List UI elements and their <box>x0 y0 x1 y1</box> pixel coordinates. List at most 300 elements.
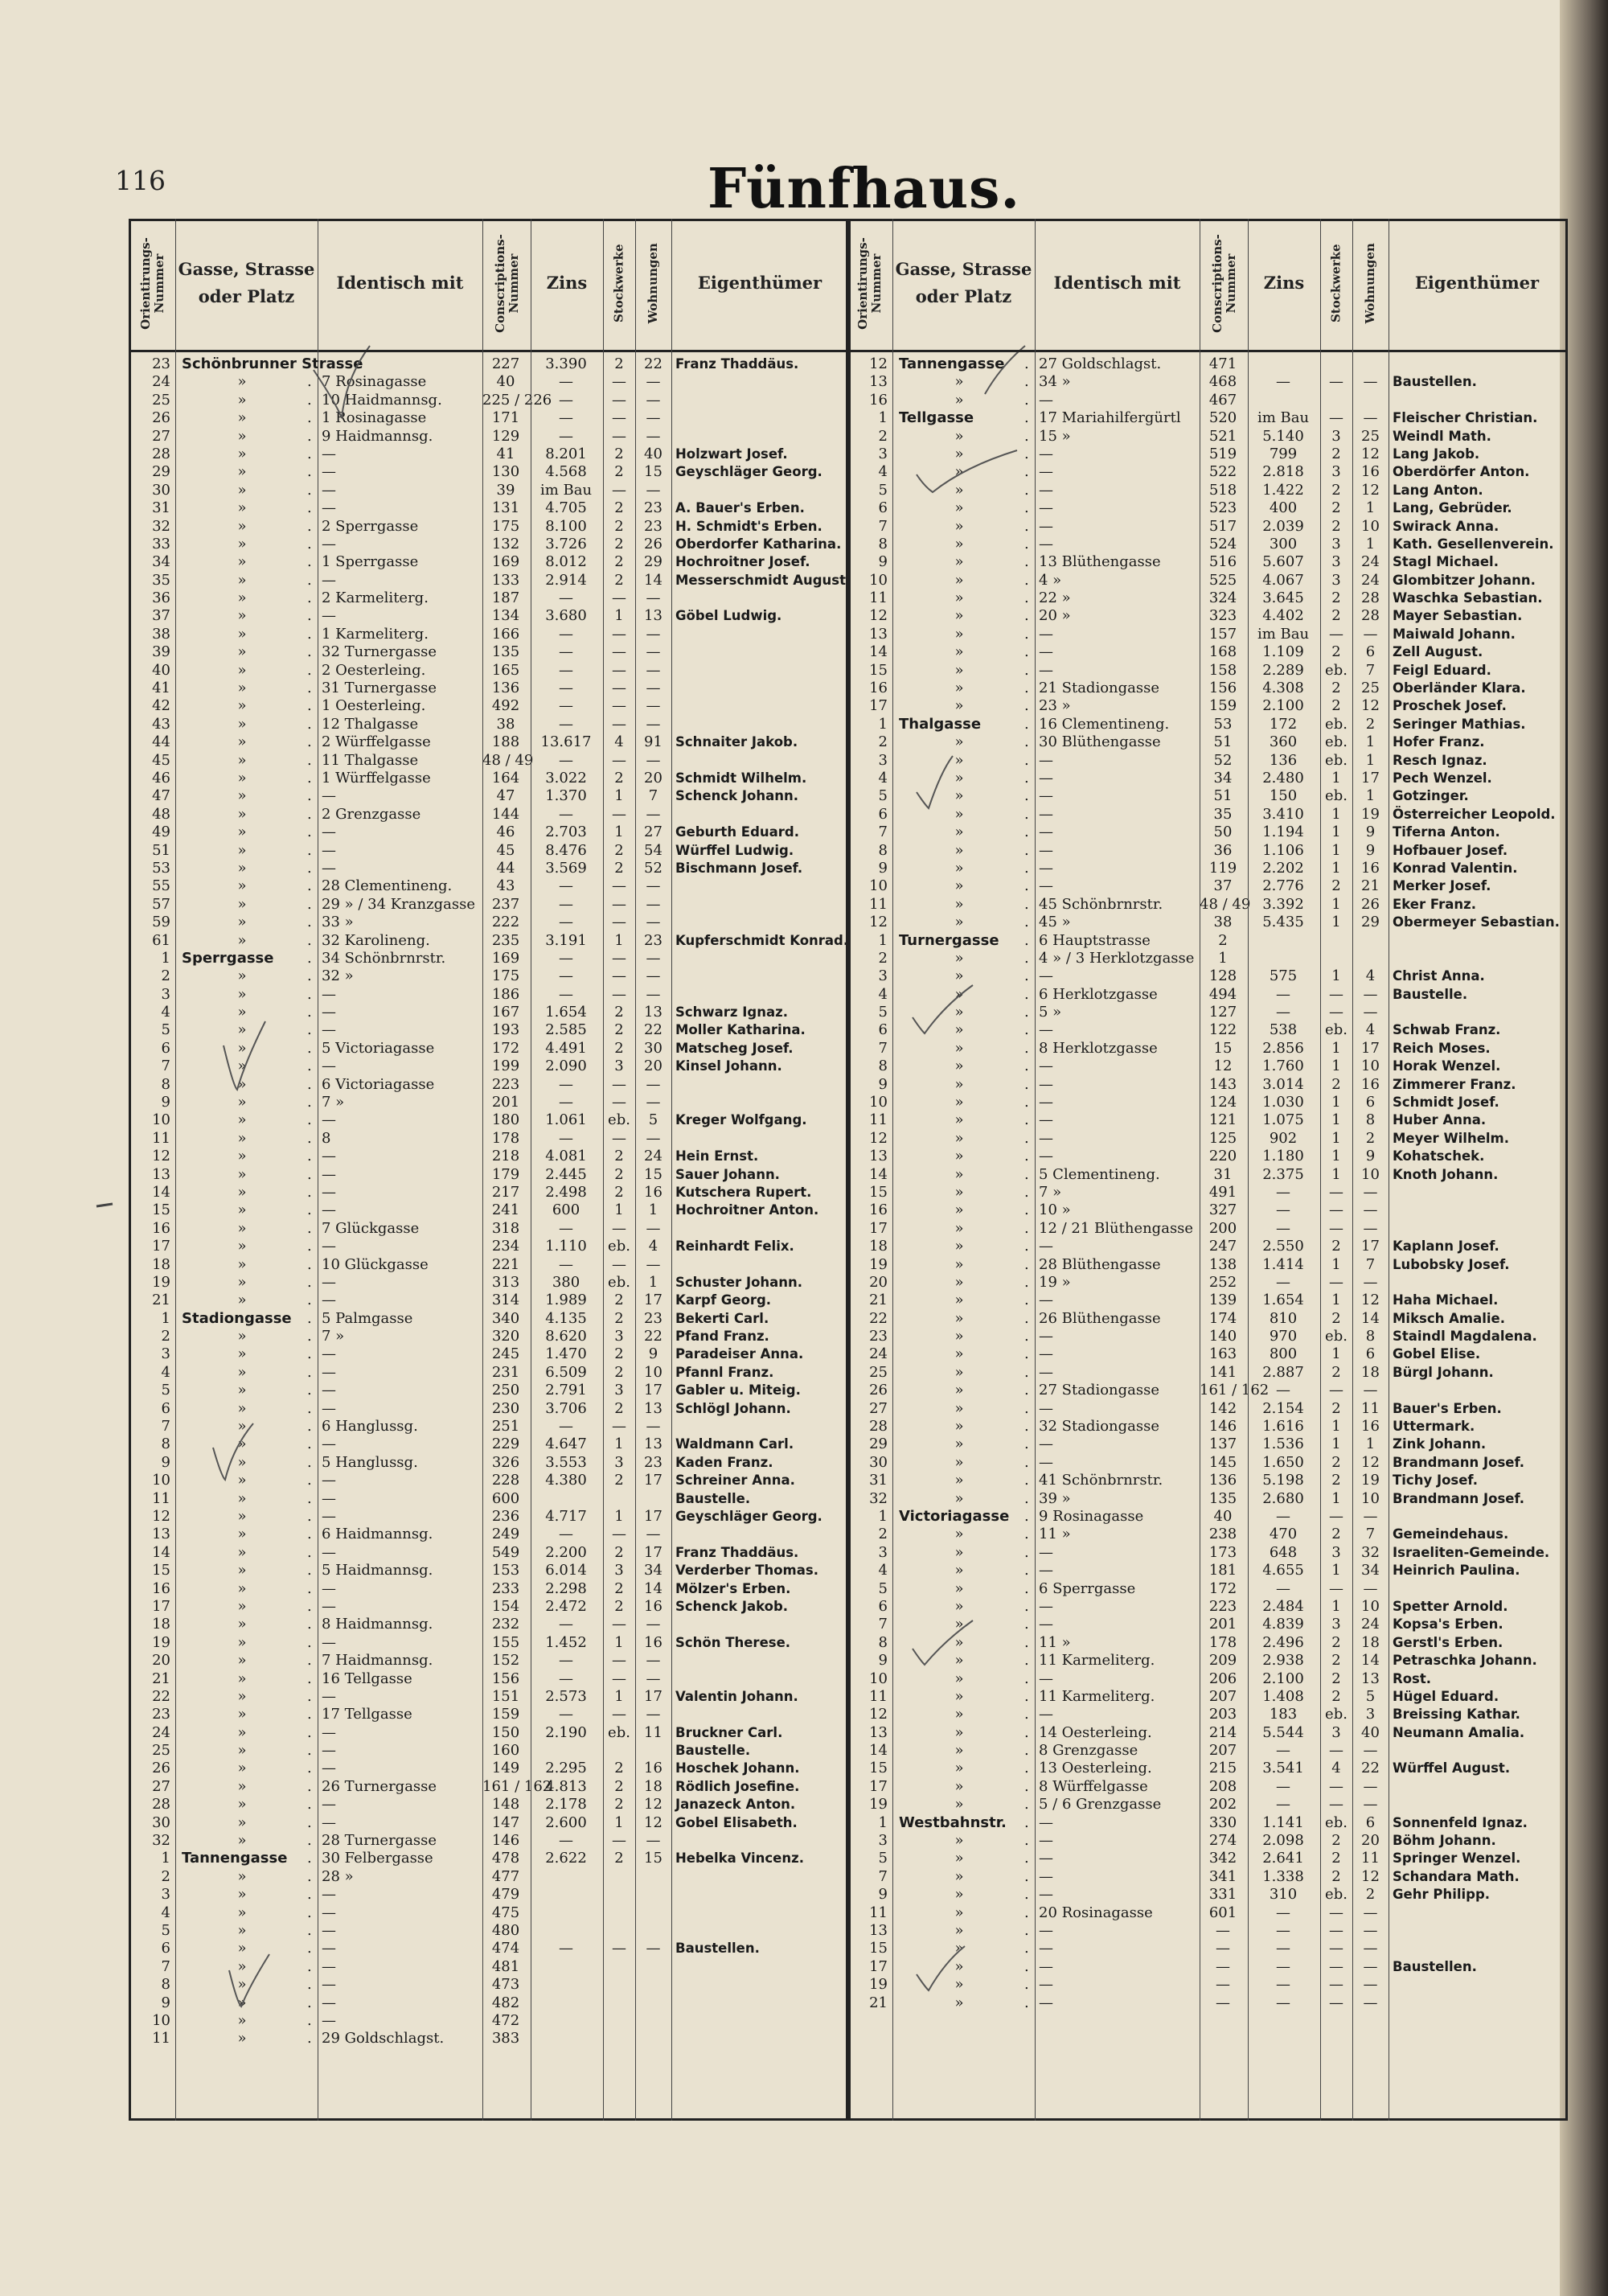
cell-zins: 3.410 <box>1262 805 1304 823</box>
cell-eigenthuemer: Kreger Wolfgang. <box>675 1112 807 1128</box>
cell-orientierung: 10 <box>152 1111 170 1129</box>
cell-wohnungen: 18 <box>1361 1363 1380 1381</box>
cell-zins: — <box>559 805 573 823</box>
cell-stockwerke: 2 <box>614 355 624 372</box>
cell-dot: . <box>1024 1382 1029 1399</box>
cell-conscription: 15 <box>1213 1039 1233 1057</box>
cell-identisch: — <box>322 1760 336 1777</box>
cell-dot: . <box>1024 1309 1029 1327</box>
cell-eigenthuemer <box>1393 355 1563 373</box>
cell-gasse: » <box>237 824 247 841</box>
cell-stockwerke: 3 <box>1331 571 1341 589</box>
cell-eigenthuemer: Messerschmidt August. <box>675 572 851 588</box>
cell-gasse: » <box>954 1597 964 1615</box>
cell-gasse: » <box>954 1004 964 1021</box>
cell-orientierung: 12 <box>869 607 888 625</box>
cell-zins: 172 <box>1269 715 1298 733</box>
cell-stockwerke <box>603 2012 635 2030</box>
cell-gasse: » <box>237 1418 247 1436</box>
cell-wohnungen: 12 <box>1361 481 1380 499</box>
cell-conscription: 237 <box>491 895 520 913</box>
cell-conscription: 516 <box>1208 553 1237 571</box>
cell-orientierung: 28 <box>152 1796 170 1813</box>
cell-identisch: 28 » <box>322 1867 354 1885</box>
cell-stockwerke: 1 <box>1331 824 1341 841</box>
cell-gasse: » <box>954 805 964 823</box>
cell-wohnungen: 11 <box>1361 1399 1380 1417</box>
cell-stockwerke: — <box>612 643 626 661</box>
cell-orientierung: 4 <box>878 985 888 1003</box>
cell-stockwerke: 4 <box>1331 1760 1341 1777</box>
cell-dot <box>307 355 317 373</box>
cell-identisch: — <box>322 1382 336 1399</box>
cell-orientierung: 2 <box>161 967 170 985</box>
cell-eigenthuemer: Baustelle. <box>675 1490 751 1506</box>
header-zins: Zins <box>546 273 588 294</box>
cell-identisch: — <box>322 1238 336 1255</box>
cell-zins: — <box>1276 1976 1290 1994</box>
cell-zins: — <box>559 1832 573 1850</box>
cell-eigenthuemer: Holzwart Josef. <box>675 446 788 462</box>
cell-gasse: » <box>237 373 247 391</box>
cell-identisch: — <box>322 1633 336 1651</box>
cell-orientierung: 7 <box>161 1418 170 1436</box>
cell-dot: . <box>1024 625 1029 643</box>
cell-wohnungen: 11 <box>1361 1850 1380 1867</box>
cell-wohnungen: — <box>646 1094 661 1111</box>
cell-zins: 3.553 <box>545 1453 587 1471</box>
cell-dot: . <box>307 1813 312 1831</box>
cell-eigenthuemer: Baustellen. <box>1393 1958 1477 1974</box>
cell-eigenthuemer: Sonnenfeld Ignaz. <box>1393 1814 1528 1830</box>
cell-dot: . <box>1024 1867 1029 1885</box>
cell-conscription: 160 <box>491 1742 520 1760</box>
cell-zins: — <box>559 1418 573 1436</box>
cell-eigenthuemer: Bauer's Erben. <box>1393 1400 1502 1416</box>
cell-identisch: 11 Thalgasse <box>322 751 419 769</box>
cell-wohnungen: 9 <box>648 1345 658 1363</box>
cell-conscription: 200 <box>1208 1219 1237 1237</box>
cell-orientierung: 2 <box>878 733 888 751</box>
cell-dot: . <box>307 1633 312 1651</box>
cell-conscription: 217 <box>491 1183 520 1201</box>
cell-wohnungen: 10 <box>1361 1489 1380 1507</box>
cell-wohnungen: 10 <box>644 1363 662 1381</box>
cell-conscription: 146 <box>1208 1418 1237 1436</box>
cell-wohnungen: 13 <box>644 1436 662 1453</box>
cell-eigenthuemer: Waschka Sebastian. <box>1393 590 1543 606</box>
cell-wohnungen: — <box>646 895 661 913</box>
cell-identisch: — <box>1039 1976 1053 1994</box>
cell-dot: . <box>1024 571 1029 589</box>
cell-conscription: 220 <box>1208 1148 1237 1165</box>
cell-conscription: 326 <box>491 1453 520 1471</box>
cell-conscription: 168 <box>1208 643 1237 661</box>
cell-wohnungen: 23 <box>644 1309 662 1327</box>
cell-wohnungen: 22 <box>644 355 662 372</box>
cell-orientierung: 9 <box>878 859 888 877</box>
cell-gasse: » <box>954 1345 964 1363</box>
cell-dot: . <box>307 1706 312 1723</box>
cell-wohnungen: 12 <box>644 1813 662 1831</box>
cell-orientierung: 34 <box>152 553 170 571</box>
cell-dot: . <box>307 1921 312 1939</box>
cell-wohnungen: 11 <box>644 1723 662 1741</box>
cell-wohnungen: 13 <box>644 607 662 625</box>
cell-zins <box>1248 392 1319 409</box>
cell-dot: . <box>1024 1148 1029 1165</box>
cell-conscription: 230 <box>491 1399 520 1417</box>
cell-stockwerke: 2 <box>614 841 624 859</box>
cell-gasse: » <box>954 1148 964 1165</box>
header-identisch: Identisch mit <box>336 273 464 294</box>
cell-wohnungen <box>635 1922 671 1940</box>
cell-zins: — <box>559 643 573 661</box>
cell-conscription: 250 <box>491 1382 520 1399</box>
cell-stockwerke <box>1320 950 1352 967</box>
cell-identisch: 6 Herklotzgasse <box>1039 985 1158 1003</box>
cell-stockwerke: — <box>612 1940 626 1957</box>
cell-orientierung: 18 <box>152 1255 170 1273</box>
cell-dot: . <box>1024 1489 1029 1507</box>
cell-stockwerke: 1 <box>1331 1058 1341 1075</box>
cell-dot: . <box>1024 859 1029 877</box>
cell-wohnungen <box>635 1886 671 1904</box>
cell-dot: . <box>1024 931 1029 949</box>
cell-dot: . <box>307 1058 312 1075</box>
cell-gasse: » <box>954 1832 964 1850</box>
cell-identisch: — <box>322 859 336 877</box>
cell-orientierung: 10 <box>869 1670 888 1687</box>
cell-identisch: 19 » <box>1039 1273 1071 1291</box>
cell-gasse: » <box>237 1616 247 1633</box>
cell-gasse: » <box>954 1489 964 1507</box>
cell-wohnungen: — <box>646 643 661 661</box>
cell-conscription: 37 <box>1213 877 1233 895</box>
cell-eigenthuemer: Kaden Franz. <box>675 1454 773 1470</box>
cell-orientierung: 13 <box>869 1921 888 1939</box>
cell-wohnungen: — <box>1363 409 1378 427</box>
cell-orientierung: 9 <box>878 1075 888 1093</box>
cell-stockwerke: — <box>1329 1273 1343 1291</box>
header-label: Stockwerke <box>611 244 626 322</box>
cell-zins: 799 <box>1269 445 1298 462</box>
cell-gasse: » <box>954 427 964 445</box>
cell-identisch: — <box>1039 1075 1053 1093</box>
cell-dot: . <box>1024 1706 1029 1723</box>
cell-wohnungen: 8 <box>1365 1328 1376 1345</box>
cell-zins: 2.573 <box>545 1687 587 1705</box>
cell-gasse: » <box>954 1616 964 1633</box>
cell-identisch: 7 Rosinagasse <box>322 373 427 391</box>
cell-dot: . <box>307 1687 312 1705</box>
cell-wohnungen: 1 <box>1365 499 1376 517</box>
cell-eigenthuemer: Staindl Magdalena. <box>1393 1329 1537 1345</box>
cell-orientierung: 2 <box>161 1328 170 1345</box>
cell-zins: — <box>559 914 573 931</box>
cell-dot: . <box>1024 805 1029 823</box>
cell-orientierung: 38 <box>152 625 170 643</box>
cell-dot: . <box>1024 1418 1029 1436</box>
cell-stockwerke: eb. <box>1325 1706 1348 1723</box>
cell-zins: 2.498 <box>545 1183 587 1201</box>
cell-eigenthuemer <box>675 428 846 446</box>
cell-zins: 5.607 <box>1262 553 1304 571</box>
cell-stockwerke: — <box>612 1670 626 1687</box>
cell-orientierung: 1 <box>161 1850 170 1867</box>
cell-gasse: » <box>237 805 247 823</box>
cell-identisch: 28 Blüthengasse <box>1039 1255 1161 1273</box>
cell-dot: . <box>1024 824 1029 841</box>
cell-zins: 5.198 <box>1262 1472 1304 1489</box>
cell-eigenthuemer <box>675 752 846 770</box>
cell-zins: 183 <box>1269 1706 1298 1723</box>
cell-conscription: 318 <box>491 1219 520 1237</box>
cell-gasse: » <box>954 1382 964 1399</box>
cell-zins: — <box>559 1129 573 1147</box>
cell-dot: . <box>307 1670 312 1687</box>
cell-eigenthuemer <box>675 1652 846 1670</box>
cell-eigenthuemer <box>1393 1004 1563 1021</box>
cell-wohnungen: — <box>646 1652 661 1670</box>
cell-conscription: 518 <box>1208 481 1237 499</box>
cell-dot: . <box>1024 1813 1029 1831</box>
cell-stockwerke: — <box>612 1094 626 1111</box>
cell-stockwerke: 2 <box>1331 1399 1341 1417</box>
cell-dot: . <box>307 1165 312 1183</box>
cell-zins: 1.414 <box>1262 1255 1304 1273</box>
cell-identisch: — <box>1039 517 1053 535</box>
cell-conscription: 223 <box>491 1075 520 1093</box>
cell-zins: 4.568 <box>545 463 587 481</box>
cell-eigenthuemer: Oberdörfer Anton. <box>1393 464 1530 480</box>
cell-wohnungen: — <box>1363 1904 1378 1921</box>
cell-orientierung: 7 <box>878 517 888 535</box>
cell-zins: — <box>1276 1796 1290 1813</box>
cell-stockwerke: eb. <box>1325 1886 1348 1904</box>
cell-gasse: » <box>954 733 964 751</box>
cell-wohnungen: 23 <box>644 931 662 949</box>
cell-dot: . <box>1024 680 1029 697</box>
cell-wohnungen: — <box>1363 1219 1378 1237</box>
cell-zins: 3.541 <box>1262 1760 1304 1777</box>
cell-eigenthuemer: Zell August. <box>1393 644 1483 660</box>
cell-gasse: » <box>954 1526 964 1543</box>
cell-gasse: » <box>954 1562 964 1579</box>
cell-wohnungen: 10 <box>1361 517 1380 535</box>
cell-dot: . <box>1024 1094 1029 1111</box>
cell-identisch: — <box>322 1183 336 1201</box>
cell-identisch: — <box>1039 1867 1053 1885</box>
cell-orientierung: 20 <box>152 1652 170 1670</box>
cell-zins: — <box>1276 1579 1290 1597</box>
cell-gasse: » <box>237 1004 247 1021</box>
cell-dot: . <box>307 1094 312 1111</box>
cell-identisch: 31 Turnergasse <box>322 680 437 697</box>
cell-gasse: » <box>237 1345 247 1363</box>
cell-dot: . <box>307 931 312 949</box>
cell-eigenthuemer: Uttermark. <box>1393 1419 1475 1435</box>
cell-orientierung: 4 <box>878 769 888 787</box>
cell-stockwerke: 3 <box>1331 1723 1341 1741</box>
cell-orientierung: 11 <box>869 589 888 607</box>
cell-identisch: — <box>322 1489 336 1507</box>
cell-dot: . <box>307 1832 312 1850</box>
cell-stockwerke: 2 <box>614 1597 624 1615</box>
cell-stockwerke: 2 <box>614 1777 624 1795</box>
cell-stockwerke: — <box>1329 1904 1343 1921</box>
cell-stockwerke: 2 <box>1331 1453 1341 1471</box>
cell-stockwerke: 2 <box>614 1579 624 1597</box>
header-eigenthuemer: Eigenthümer <box>697 273 822 294</box>
cell-gasse: » <box>954 1760 964 1777</box>
cell-dot: . <box>307 535 312 552</box>
cell-identisch: — <box>1039 877 1053 895</box>
cell-identisch: 8 Grenzgasse <box>1039 1742 1138 1760</box>
cell-conscription: 143 <box>1208 1075 1237 1093</box>
cell-orientierung: 48 <box>152 805 170 823</box>
cell-eigenthuemer: Verderber Thomas. <box>675 1563 818 1579</box>
cell-orientierung: 6 <box>161 1039 170 1057</box>
cell-stockwerke: 2 <box>1331 1832 1341 1850</box>
cell-identisch: 27 Goldschlagst. <box>1039 355 1162 372</box>
cell-orientierung: 17 <box>152 1597 170 1615</box>
cell-eigenthuemer <box>1393 1382 1563 1399</box>
cell-eigenthuemer: Baustellen. <box>1393 374 1477 390</box>
cell-zins: 1.141 <box>1262 1813 1304 1831</box>
cell-orientierung: 59 <box>152 914 170 931</box>
cell-wohnungen <box>635 2012 671 2030</box>
cell-identisch: — <box>322 1472 336 1489</box>
cell-zins: 648 <box>1269 1543 1298 1561</box>
cell-orientierung: 5 <box>878 481 888 499</box>
cell-stockwerke: 2 <box>1331 1867 1341 1885</box>
cell-dot: . <box>307 1219 312 1237</box>
cell-conscription: 165 <box>491 661 520 679</box>
cell-wohnungen: — <box>646 427 661 445</box>
cell-dot: . <box>307 1777 312 1795</box>
cell-wohnungen: — <box>1363 1957 1378 1975</box>
cell-zins: 1.106 <box>1262 841 1304 859</box>
cell-stockwerke: — <box>1329 1957 1343 1975</box>
cell-conscription: 471 <box>1208 355 1237 372</box>
cell-stockwerke: 2 <box>1331 499 1341 517</box>
column-rule <box>848 219 851 2121</box>
cell-identisch: — <box>322 1886 336 1904</box>
cell-orientierung: 19 <box>152 1633 170 1651</box>
cell-dot: . <box>1024 1796 1029 1813</box>
cell-dot: . <box>307 1940 312 1957</box>
cell-eigenthuemer <box>675 1958 846 1976</box>
cell-dot: . <box>1024 877 1029 895</box>
cell-conscription: 151 <box>491 1687 520 1705</box>
cell-identisch: 6 Victoriagasse <box>322 1075 435 1093</box>
cell-eigenthuemer: A. Bauer's Erben. <box>675 500 805 516</box>
cell-gasse: » <box>954 1399 964 1417</box>
cell-stockwerke: — <box>612 1418 626 1436</box>
cell-gasse: » <box>237 643 247 661</box>
cell-conscription: 36 <box>1213 841 1233 859</box>
cell-identisch: — <box>1039 824 1053 841</box>
cell-zins: 538 <box>1269 1021 1298 1039</box>
cell-eigenthuemer <box>1393 1220 1563 1238</box>
cell-orientierung: 30 <box>152 481 170 499</box>
cell-dot: . <box>307 1850 312 1867</box>
cell-identisch: 5 Haidmannsg. <box>322 1562 433 1579</box>
cell-identisch: 5 / 6 Grenzgasse <box>1039 1796 1162 1813</box>
cell-zins: — <box>1276 985 1290 1003</box>
cell-gasse: » <box>237 1652 247 1670</box>
cell-orientierung: 5 <box>878 1579 888 1597</box>
cell-conscription: 229 <box>491 1436 520 1453</box>
cell-eigenthuemer <box>675 1256 846 1274</box>
cell-gasse: » <box>954 1904 964 1921</box>
cell-gasse: » <box>237 1328 247 1345</box>
cell-identisch: — <box>1039 1436 1053 1453</box>
cell-conscription: 141 <box>1208 1363 1237 1381</box>
cell-gasse: Victoriagasse <box>899 1508 1010 1525</box>
cell-identisch: — <box>1039 1813 1053 1831</box>
cell-stockwerke: 2 <box>1331 1652 1341 1670</box>
cell-wohnungen: 14 <box>1361 1309 1380 1327</box>
cell-conscription: 152 <box>491 1652 520 1670</box>
cell-dot: . <box>307 877 312 895</box>
cell-stockwerke: 2 <box>1331 517 1341 535</box>
cell-dot: . <box>307 1201 312 1219</box>
cell-orientierung: 13 <box>152 1165 170 1183</box>
cell-eigenthuemer <box>1393 1796 1563 1813</box>
cell-wohnungen: — <box>646 481 661 499</box>
cell-stockwerke: — <box>612 1219 626 1237</box>
cell-conscription: 52 <box>1213 751 1233 769</box>
cell-stockwerke: — <box>612 985 626 1003</box>
cell-gasse: » <box>237 1508 247 1525</box>
cell-zins: — <box>559 1255 573 1273</box>
cell-wohnungen: — <box>646 661 661 679</box>
cell-gasse: » <box>237 967 247 985</box>
cell-eigenthuemer: Weindl Math. <box>1393 428 1491 444</box>
cell-identisch: — <box>322 1148 336 1165</box>
cell-identisch: — <box>1039 535 1053 552</box>
cell-zins: 3.022 <box>545 769 587 787</box>
cell-eigenthuemer: Würffel Ludwig. <box>675 842 794 858</box>
cell-conscription: 477 <box>491 1867 520 1885</box>
cell-wohnungen: 16 <box>644 1183 662 1201</box>
cell-stockwerke <box>603 1904 635 1922</box>
cell-stockwerke: — <box>612 625 626 643</box>
cell-conscription: 158 <box>1208 661 1237 679</box>
cell-identisch: 11 » <box>1039 1526 1071 1543</box>
cell-orientierung: 25 <box>869 1363 888 1381</box>
cell-stockwerke: 1 <box>1331 1489 1341 1507</box>
cell-orientierung: 61 <box>152 931 170 949</box>
column-rule <box>1565 219 1568 2121</box>
cell-wohnungen: 32 <box>1361 1543 1380 1561</box>
cell-identisch: — <box>1039 1328 1053 1345</box>
cell-dot: . <box>307 589 312 607</box>
cell-wohnungen: 2 <box>1365 715 1376 733</box>
cell-stockwerke: eb. <box>1325 787 1348 805</box>
cell-stockwerke: — <box>612 1832 626 1850</box>
column-rule <box>671 219 672 2121</box>
cell-orientierung: 26 <box>869 1382 888 1399</box>
cell-conscription: 144 <box>491 805 520 823</box>
cell-orientierung: 49 <box>152 824 170 841</box>
cell-eigenthuemer: Kinsel Johann. <box>675 1058 782 1074</box>
cell-stockwerke: — <box>612 481 626 499</box>
cell-eigenthuemer <box>675 716 846 733</box>
cell-stockwerke: 2 <box>1331 1633 1341 1651</box>
